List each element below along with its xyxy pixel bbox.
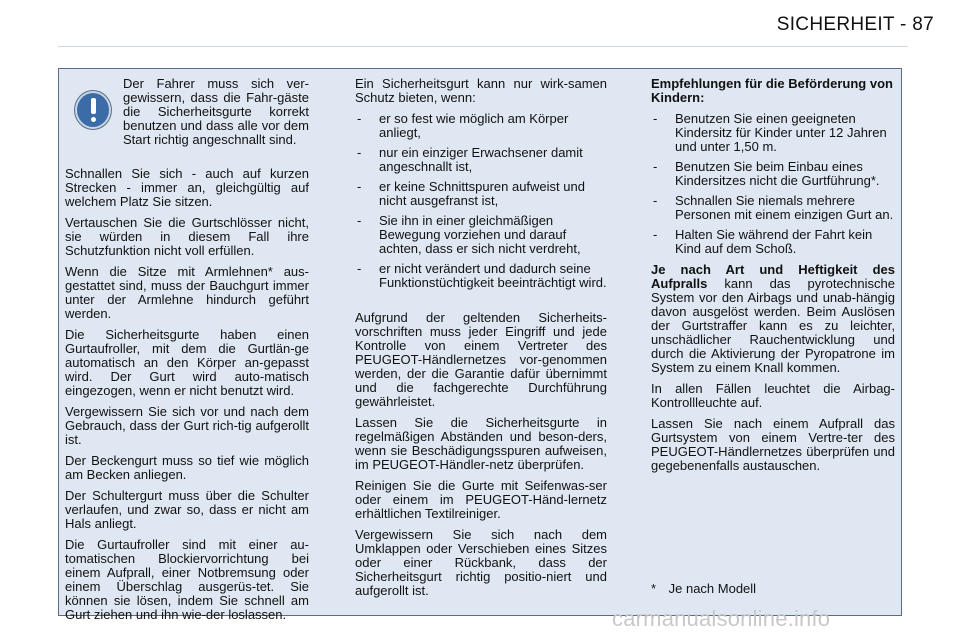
list-item: - nur ein einziger Erwachsener damit angeschnallt ist, — [355, 146, 607, 174]
paragraph: Der Beckengurt muss so tief wie möglich am Becken anliegen. — [65, 453, 309, 482]
list-item: - er so fest wie möglich am Körper anliegt, — [355, 112, 607, 140]
paragraph: In allen Fällen leuchtet die Airbag-Kontrollleuchte auf. — [651, 381, 895, 410]
list-item: - Halten Sie während der Fahrt kein Kind auf dem Schoß. — [651, 228, 895, 256]
intro-text: Ein Sicherheitsgurt kann nur wirk-samen Schutz bieten, wenn: — [355, 76, 607, 105]
list-item: - er keine Schnittspuren aufweist und nicht ausgefranst ist, — [355, 180, 607, 208]
footnote — [651, 581, 756, 596]
list-item: - Sie ihn in einer gleichmäßigen Bewegung vorziehen und darauf achten, dass er sich nicht verdreht, — [355, 214, 607, 256]
warning-text: Der Fahrer muss sich ver-gewissern, dass die Fahr-gäste die Sicherheitsgurte korrekt benutzen und dass alle vor dem Start richtig angeschnallt sind. — [123, 76, 309, 147]
paragraph: Vergewissern Sie sich vor und nach dem Gebrauch, dass der Gurt rich-tig aufgerollt ist. — [65, 404, 309, 447]
paragraph: Schnallen Sie sich - auch auf kurzen Strecken - immer an, gleichgültig auf welchem Platz Sie sitzen. — [65, 166, 309, 209]
lead-rest: kann das pyrotechnische System vor den Airbags und unab-hängig davon ausgelöst werden. Beim Auslösen der Gurtstraffer kann es zu leichter, unschädlicher Rauchentwicklung und durch die Aktivierung der Pyropatrone im System zu einem Knall kommen. — [651, 276, 895, 375]
column-middle — [355, 77, 607, 605]
paragraph: Wenn die Sitze mit Armlehnen* aus-gestattet sind, muss der Bauchgurt immer unter der Armlehne hindurch geführt werden. — [65, 264, 309, 321]
paragraph: Die Sicherheitsgurte haben einen Gurtaufroller, mit dem die Gurtlän-ge automatisch an den Körper an-gepasst wird. Der Gurt wird auto-matisch eingezogen, wenn er nicht benutzt wird. — [65, 327, 309, 398]
warning-block — [65, 77, 309, 163]
paragraph: Vergewissern Sie sich nach dem Umklappen oder Verschieben eines Sitzes oder einer Rückbank, dass der Sicherheitsgurt richtig positio-niert und aufgerollt ist. — [355, 527, 607, 598]
paragraph: Lassen Sie die Sicherheitsgurte in regelmäßigen Abständen und beson-ders, wenn sie Beschädigungsspuren aufweisen, im PEUGEOT-Händler-netz überprüfen. — [355, 415, 607, 472]
footnote-text: Je nach Modell — [668, 581, 757, 596]
section-heading: Empfehlungen für die Beförderung von Kindern: — [651, 76, 893, 105]
list-item: - er nicht verändert und dadurch seine Funktionstüchtigkeit beeinträchtigt wird. — [355, 262, 607, 290]
paragraph: Der Schultergurt muss über die Schulter verlaufen, und zwar so, dass er nicht am Hals anliegt. — [65, 488, 309, 531]
paragraph: Aufgrund der geltenden Sicherheits-vorschriften muss jeder Eingriff und jede Kontrolle von einem Vertreter des PEUGEOT-Händlernetzes vor-genommen werden, der die Garantie dafür übernimmt und die fachgerechte Durchführung gewährleistet. — [355, 310, 607, 409]
recommendation-list — [651, 112, 895, 256]
exclamation-warning-icon — [75, 91, 111, 129]
list-item: - Benutzen Sie einen geeigneten Kindersitz für Kinder unter 12 Jahren und unter 1,50 m. — [651, 112, 895, 154]
watermark: carmanualsonline.info — [612, 606, 831, 631]
column-left — [65, 77, 309, 629]
bold-lead: Je nach Art und Heftigkeit des Aufpralls — [651, 262, 895, 291]
paragraph: Die Gurtaufroller sind mit einer au-tomatischen Blockiervorrichtung bei einem Aufprall, einer Notbremsung oder einem Überschlag ausgerüs-tet. Sie können sie lösen, indem Sie schnell am Gurt ziehen und ihn wie-der loslassen. — [65, 537, 309, 622]
paragraph: Reinigen Sie die Gurte mit Seifenwas-ser oder einem im PEUGEOT-Händ-lernetz erhältlichen Textilreiniger. — [355, 478, 607, 521]
condition-list — [355, 112, 607, 290]
list-item: - Benutzen Sie beim Einbau eines Kindersitzes nicht die Gurtführung*. — [651, 160, 895, 188]
header-divider — [58, 46, 908, 47]
list-item: - Schnallen Sie niemals mehrere Personen mit einem einzigen Gurt an. — [651, 194, 895, 222]
footnote-mark: * — [651, 581, 657, 596]
column-right — [651, 77, 895, 480]
paragraph — [651, 263, 895, 375]
page-title: SICHERHEIT - 87 — [776, 14, 934, 35]
paragraph: Lassen Sie nach einem Aufprall das Gurtsystem von einem Vertre-ter des PEUGEOT-Händlernetzes überprüfen und gegebenenfalls austauschen. — [651, 416, 895, 473]
paragraph: Vertauschen Sie die Gurtschlösser nicht, sie würden in diesem Fall ihre Schutzfunktion nicht voll erfüllen. — [65, 215, 309, 258]
